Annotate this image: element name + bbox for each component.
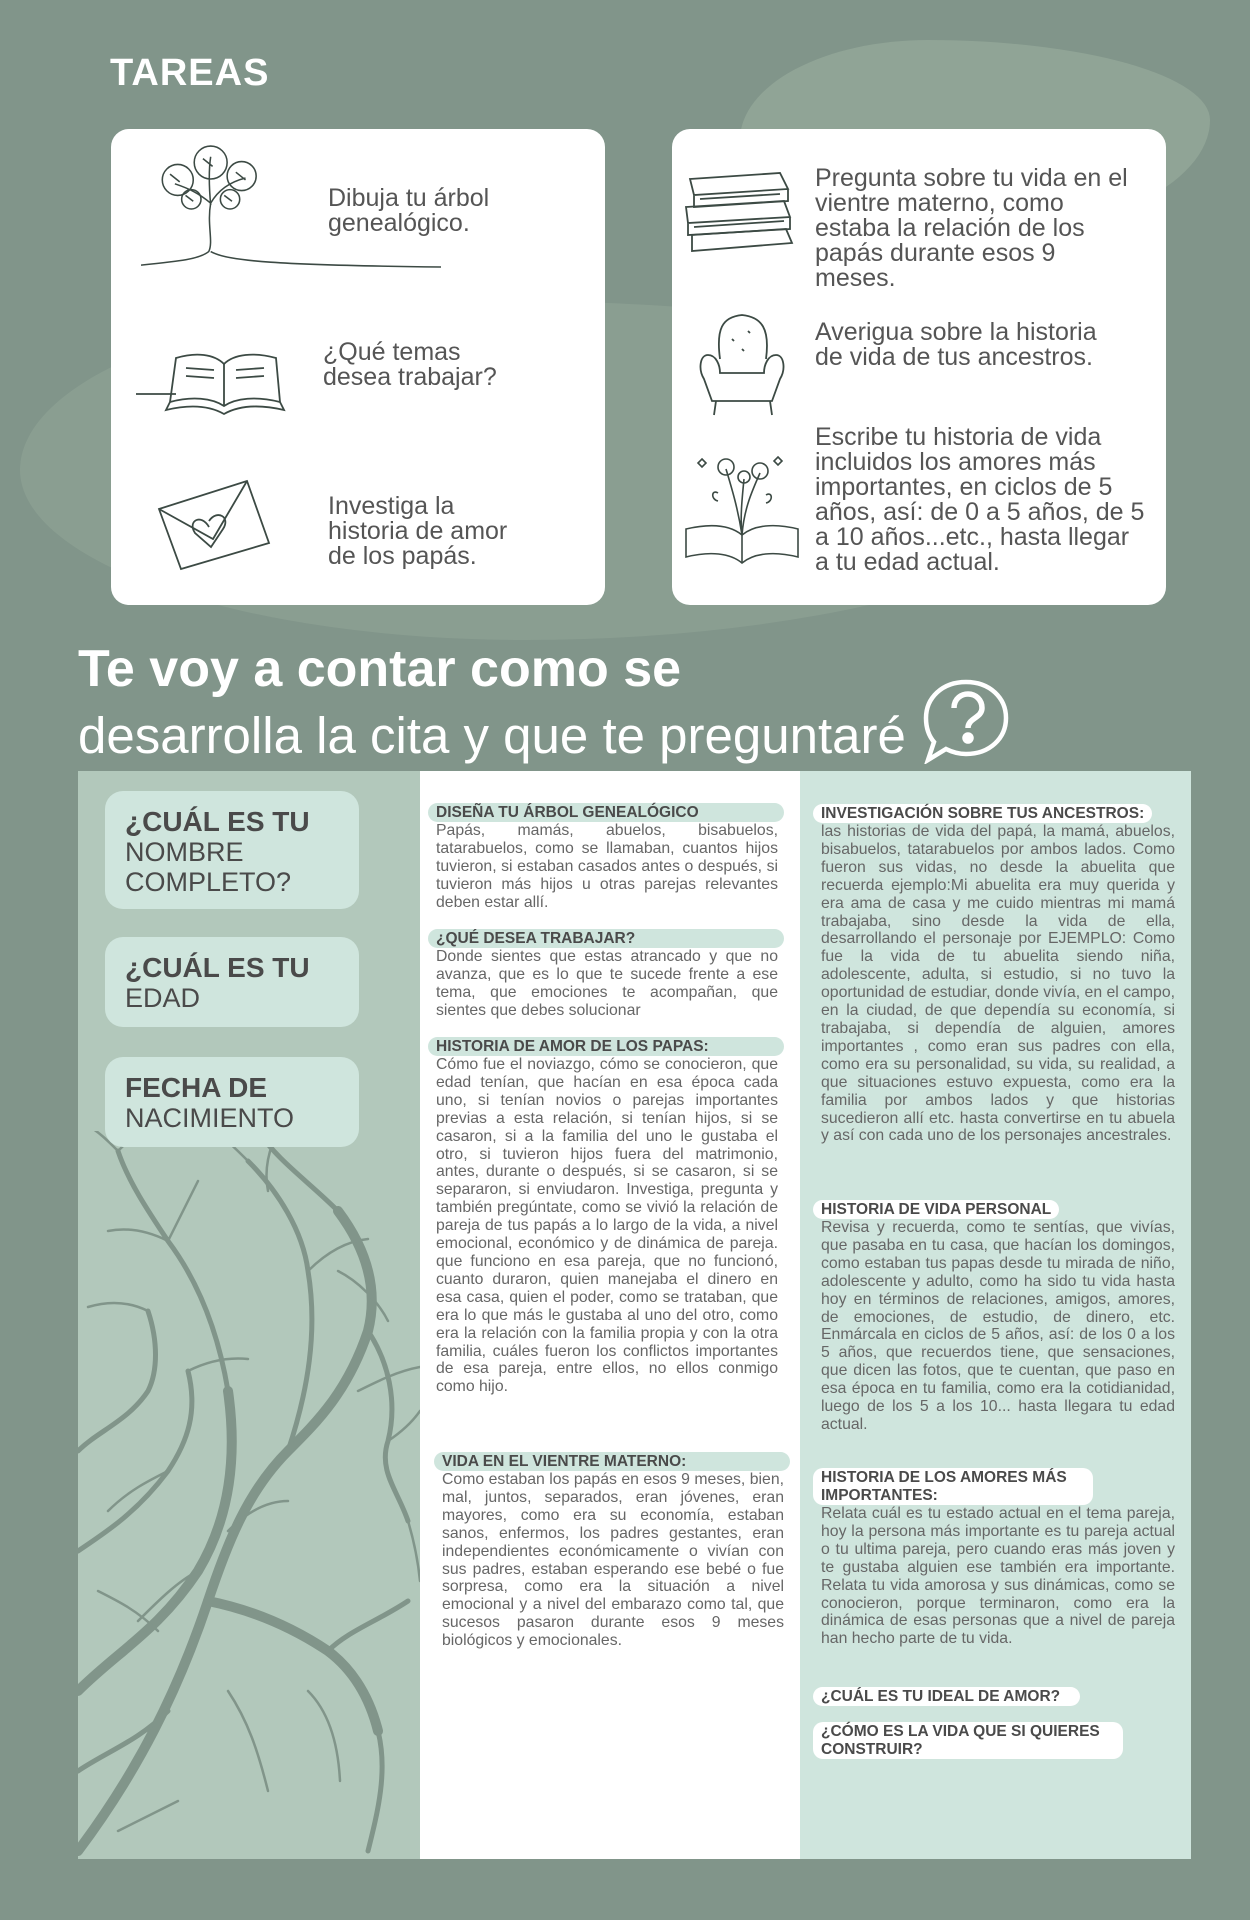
tree-head-illustration bbox=[78, 1131, 420, 1859]
task-text: Escribe tu historia de vida incluidos los amores más importantes, en ciclos de 5 años, así: de 0 a 5 años, de 5 a 10 años...etc., hasta llegar a tu edad actual. bbox=[815, 423, 1145, 576]
section-important-loves bbox=[813, 1468, 1181, 1648]
section-desired-life bbox=[813, 1722, 1181, 1759]
section-heading: DISEÑA TU ÁRBOL GENEALÓGICO bbox=[428, 803, 784, 822]
question-light: EDAD bbox=[125, 983, 201, 1013]
section-ancestors bbox=[813, 804, 1181, 1145]
section-heading: HISTORIA DE LOS AMORES MÁS IMPORTANTES: bbox=[813, 1468, 1093, 1505]
section-body: las historias de vida del papá, la mamá, abuelos, bisabuelos, tatarabuelos por ambos lados. Como fueron sus vidas, no desde la abuelita que recuerda ejemplo:Mi abuelita era muy querida y era ama de casa y me cuido mientras mi mamá trabajaba, sino desde la vida de ella, desarrollando el personaje por EJEMPLO: Como fue la vida de tu abuelita siendo niña, adolescente, adulta, si estudio, si no tuvo la oportunidad de estudiar, donde vivía, en el campo, en la ciudad, de que dependía su economía, si trabajaba, si dependía de alguien, amores importantes , como eran sus padres con ella, como era su personalidad, su vida, su realidad, a que situaciones estuvo expuesta, como era la familia por ambos lados y que historias sucedieron allí etc. hasta convertirse en tu abuela y así con cada uno de los personajes ancestrales. bbox=[821, 823, 1175, 1145]
headline-bold: Te voy a contar como se bbox=[78, 640, 682, 698]
section-heading: HISTORIA DE AMOR DE LOS PAPAS: bbox=[428, 1037, 784, 1056]
instructions-column-middle bbox=[420, 771, 800, 1859]
task-text: Averigua sobre la historia de vida de tus ancestros. bbox=[815, 318, 1097, 371]
section-ideal-love bbox=[813, 1687, 1181, 1706]
section-family-tree bbox=[428, 803, 784, 912]
question-bubble-icon bbox=[922, 678, 1010, 774]
instructions-column-right bbox=[800, 771, 1191, 1859]
question-light: NACIMIENTO bbox=[125, 1103, 295, 1133]
question-birth-date bbox=[105, 1057, 359, 1147]
section-heading: ¿CUÁL ES TU IDEAL DE AMOR? bbox=[813, 1687, 1080, 1706]
task-item bbox=[136, 329, 306, 439]
task-item bbox=[151, 469, 281, 579]
section-body: Revisa y recuerda, como te sentías, que vivías, que pasaba en tu casa, que hacían los domingos, como estaban tus papas desde tu mirada de niño, adolescente y adulto, como ha sido tu vida hasta hoy en términos de relaciones, amigos, amores, de emociones, de estudio, de dinero, etc. Enmárcala en ciclos de 5 años, así: de los 0 a los 5 años, que recuerdos tiene, que sensaciones, que dicen las fotos, que te cuentan, que paso en esa época en tu familia, como era la cotidianidad, luego de los 5 a los 10... hasta llegara tu edad actual. bbox=[821, 1219, 1175, 1433]
armchair-icon bbox=[692, 309, 792, 419]
section-heading: VIDA EN EL VIENTRE MATERNO: bbox=[434, 1452, 790, 1471]
section-personal-history bbox=[813, 1200, 1181, 1434]
section-body: Cómo fue el noviazgo, cómo se conocieron, que edad tenían, que hacían en esa época cada uno, si tenían novios o parejas importantes previas a esta relación, si tenían hijos, si se casaron, si a la familia del uno le gustaba el otro, si tuvieron hijos fuera del matrimonio, antes, durante o después, si se casaron, si se separaron, si enviudaron. Investiga, pregunta y también pregúntate, como se vivió la relación de pareja de tus papás a lo largo de la vida, a nivel emocional, económico y de dinámica de pareja. que funciono en esa pareja, que no funcionó, cuanto duraron, quien manejaba el dinero en esa casa, quien el poder, como se trataban, que era lo que más le gustaba al uno del otro, como era la relación con la familia propia y con la otra familia, cuáles fueron los conflictos importantes de esa pareja, entre ellos, no ellos conmigo como hijo. bbox=[436, 1056, 778, 1396]
section-heading: INVESTIGACIÓN SOBRE TUS ANCESTROS: bbox=[813, 804, 1152, 823]
task-card-right bbox=[672, 129, 1166, 605]
section-heading: ¿QUÉ DESEA TRABAJAR? bbox=[428, 929, 784, 948]
book-stack-icon bbox=[680, 159, 800, 259]
question-light: NOMBRE COMPLETO? bbox=[125, 837, 292, 897]
questions-panel bbox=[78, 771, 420, 1859]
section-parents-love bbox=[428, 1037, 784, 1396]
section-body: Como estaban los papás en esos 9 meses, bien, mal, juntos, separados, eran jóvenes, eran mayores, como era su economía, estaban sanos, enfermos, los padres gestantes, eran independientes económicamente o vivían con sus padres, estaban esperando ese bebé o fue sorpresa, como era la situación a nivel emocional y a nivel del embarazo como tal, que sucesos pasaron durante esos 9 meses biológicos y emocionales. bbox=[442, 1471, 784, 1650]
headline-light: desarrolla la cita y que te preguntaré bbox=[78, 707, 906, 764]
question-full-name bbox=[105, 791, 359, 909]
task-text: ¿Qué temas desea trabajar? bbox=[323, 338, 497, 391]
section-topics bbox=[428, 929, 784, 1020]
task-text: Pregunta sobre tu vida en el vientre materno, como estaba la relación de los papás durante esos 9 meses. bbox=[815, 164, 1128, 292]
question-strong: ¿CUÁL ES TU bbox=[125, 952, 310, 983]
task-text: Dibuja tu árbol genealógico. bbox=[328, 184, 490, 237]
question-strong: ¿CUÁL ES TU bbox=[125, 806, 310, 837]
headline bbox=[78, 640, 1010, 774]
section-body: Donde sientes que estas atrancado y que no avanza, que es lo que te sucede frente a ese tema, que emociones te acompañan, que sientes que debes solucionar bbox=[436, 948, 778, 1019]
question-age bbox=[105, 937, 359, 1027]
section-womb-life bbox=[434, 1452, 790, 1650]
storybook-flowers-icon bbox=[682, 449, 802, 569]
love-letter-icon bbox=[151, 469, 281, 579]
page-title: TAREAS bbox=[110, 52, 270, 94]
open-book-icon bbox=[136, 329, 306, 439]
section-body: Relata cuál es tu estado actual en el tema pareja, hoy la persona más importante es tu pareja actual o tu ultima pareja, pero cuando eras más joven y te gustaba alguien ese también era importante. Relata tu vida amorosa y sus dinámicas, como se conocieron, porque terminaron, como era la dinámica de esas personas que a nivel de pareja han hecho parte de tu vida. bbox=[821, 1505, 1175, 1648]
question-strong: FECHA DE bbox=[125, 1072, 268, 1103]
headline-light-row bbox=[78, 698, 1010, 774]
section-heading: HISTORIA DE VIDA PERSONAL bbox=[813, 1200, 1059, 1219]
section-heading: ¿CÓMO ES LA VIDA QUE SI QUIERES CONSTRUIR? bbox=[813, 1722, 1123, 1759]
section-body: Papás, mamás, abuelos, bisabuelos, tatarabuelos, como se llamaban, cuantos hijos tuvieron, si estaban casados antes o después, si tuvieron más hijos u otras parejas relevantes deben estar allí. bbox=[436, 822, 778, 911]
task-text: Investiga la historia de amor de los papás. bbox=[328, 492, 508, 570]
task-card-left bbox=[111, 129, 605, 605]
